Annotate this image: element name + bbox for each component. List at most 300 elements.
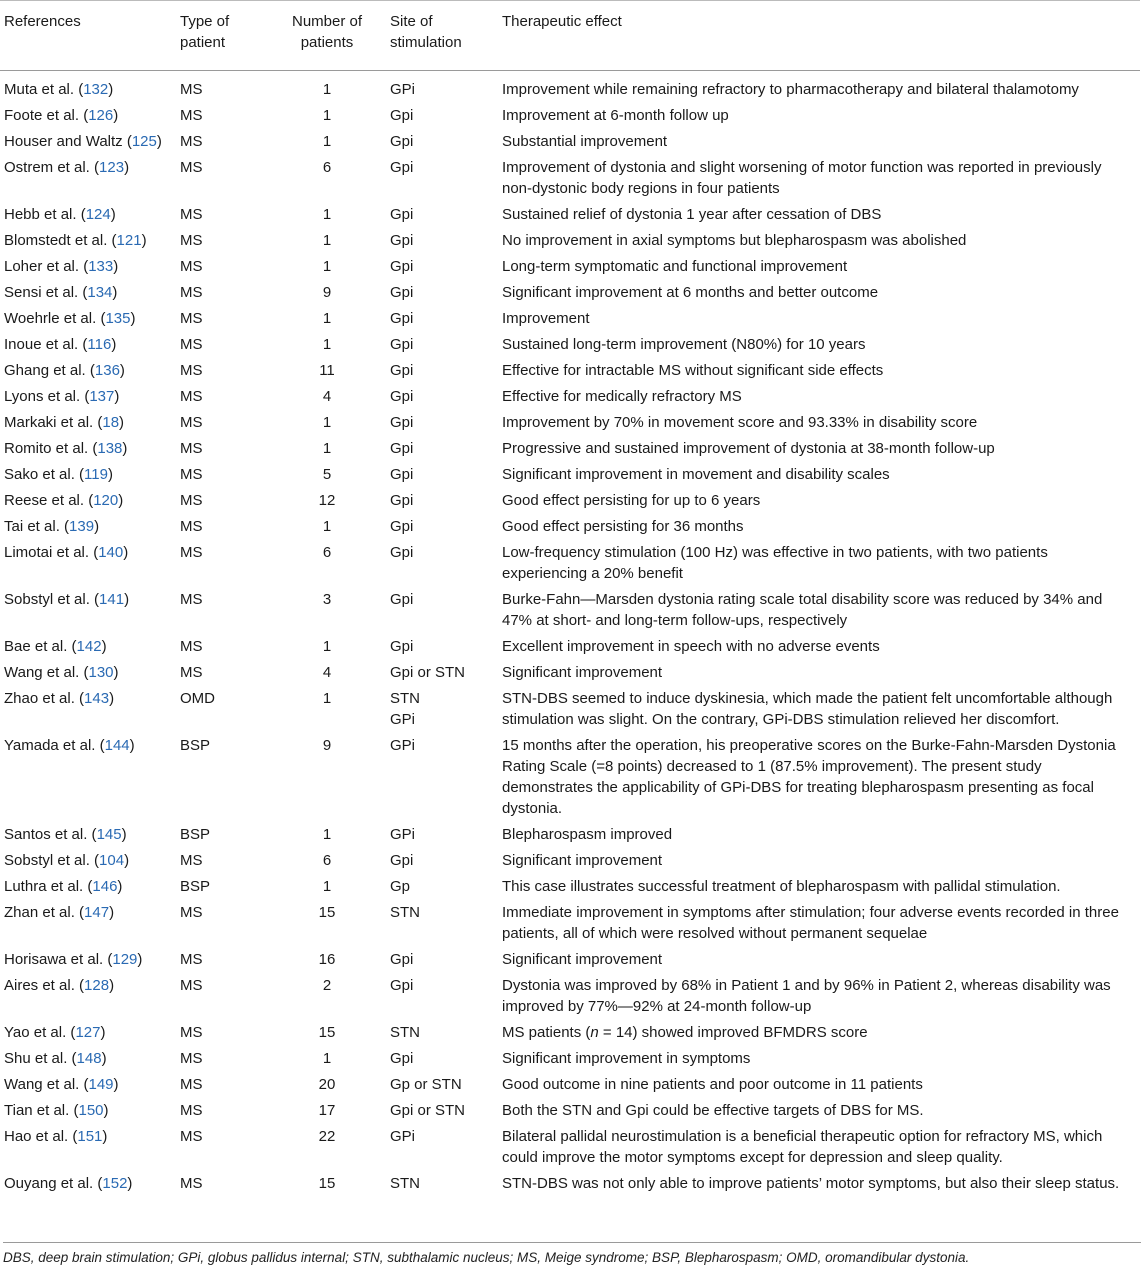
cell-reference: [0, 1124, 176, 1171]
cell-therapeutic-effect: Significant improvement: [502, 951, 663, 968]
header-site-of-stimulation: Site of stimulation: [386, 1, 498, 71]
cell-number-of-patients: 16: [318, 951, 336, 968]
cell-number-of-patients: 4: [322, 388, 332, 405]
cell-site-of-stimulation: GPi: [390, 826, 416, 843]
reference-author: Houser and Waltz (: [4, 133, 132, 150]
cell-type-of-patient: MS: [180, 206, 203, 223]
citation-link[interactable]: 116: [87, 336, 112, 353]
table-row: [0, 1020, 1140, 1046]
cell-reference: [0, 634, 176, 660]
cell-site-of-stimulation: Gpi: [390, 258, 414, 275]
table-row: [0, 1124, 1140, 1171]
reference-close: ): [111, 336, 117, 353]
cell-site-of-stimulation: Gpi: [390, 284, 414, 301]
cell-reference: [0, 129, 176, 155]
reference-close: ): [124, 591, 130, 608]
citation-link[interactable]: 146: [92, 878, 118, 895]
citation-link[interactable]: 143: [84, 690, 110, 707]
cell-therapeutic-effect: Significant improvement in symptoms: [502, 1050, 751, 1067]
citation-link[interactable]: 18: [102, 414, 120, 431]
citation-link[interactable]: 128: [84, 977, 110, 994]
citation-link[interactable]: 148: [76, 1050, 102, 1067]
cell-reference: [0, 660, 176, 686]
table-footnote: DBS, deep brain stimulation; GPi, globus pallidus internal; STN, subthalamic nucleus; MS, Meige syndrome; BSP, Blepharospasm; OMD, oromandibular dystonia.: [3, 1242, 1141, 1267]
citation-link[interactable]: 152: [102, 1175, 128, 1192]
cell-site-of-stimulation: Gpi: [390, 544, 414, 561]
reference-author: Sobstyl et al. (: [4, 591, 100, 608]
cell-reference: [0, 103, 176, 129]
reference-close: ): [113, 258, 119, 275]
cell-site-of-stimulation: Gpi: [390, 414, 414, 431]
cell-therapeutic-effect: Blepharospasm improved: [502, 826, 673, 843]
reference-author: Blomstedt et al. (: [4, 232, 117, 249]
table-row: [0, 1072, 1140, 1098]
cell-therapeutic-effect: 15 months after the operation, his preoperative scores on the Burke-Fahn-Marsden Dystonia Rating Scale (=8 points) decreased to 1 (87.5% improvement). The present study demonstrates the applicability of GPi-DBS for treating blepharospasm presenting as focal dystonia.: [502, 737, 1116, 817]
cell-type-of-patient: MS: [180, 904, 203, 921]
cell-reference: [0, 587, 176, 634]
citation-link[interactable]: 144: [104, 737, 130, 754]
reference-close: ): [100, 1024, 106, 1041]
table-row: [0, 822, 1140, 848]
cell-site-of-stimulation: STN GPi: [390, 690, 420, 728]
table-header: [0, 1, 1140, 71]
reference-author: Zhan et al. (: [4, 904, 85, 921]
cell-type-of-patient: MS: [180, 107, 203, 124]
table-row: [0, 848, 1140, 874]
cell-number-of-patients: 1: [322, 206, 332, 223]
effect-text: = 14) showed improved BFMDRS score: [598, 1024, 868, 1041]
cell-reference: [0, 973, 176, 1020]
cell-number-of-patients: 15: [318, 904, 336, 921]
reference-close: ): [130, 310, 136, 327]
cell-reference: [0, 514, 176, 540]
cell-number-of-patients: 6: [322, 159, 332, 176]
cell-therapeutic-effect: Significant improvement: [502, 852, 663, 869]
cell-reference: [0, 822, 176, 848]
cell-reference: [0, 1072, 176, 1098]
cell-site-of-stimulation: Gpi: [390, 1050, 414, 1067]
cell-reference: [0, 1046, 176, 1072]
cell-site-of-stimulation: Gpi: [390, 977, 414, 994]
cell-type-of-patient: MS: [180, 414, 203, 431]
cell-type-of-patient: MS: [180, 1076, 203, 1093]
citation-link[interactable]: 127: [75, 1024, 101, 1041]
table-row: [0, 587, 1140, 634]
reference-author: Santos et al. (: [4, 826, 97, 843]
reference-close: ): [102, 1128, 108, 1145]
reference-author: Limotai et al. (: [4, 544, 99, 561]
reference-author: Bae et al. (: [4, 638, 77, 655]
cell-type-of-patient: MS: [180, 258, 203, 275]
cell-site-of-stimulation: GPi: [390, 737, 416, 754]
table-row: [0, 254, 1140, 280]
cell-site-of-stimulation: Gpi: [390, 518, 414, 535]
table-row: [0, 973, 1140, 1020]
cell-type-of-patient: MS: [180, 133, 203, 150]
reference-close: ): [119, 362, 125, 379]
table-row: [0, 228, 1140, 254]
table-row: [0, 103, 1140, 129]
cell-site-of-stimulation: Gpi: [390, 107, 414, 124]
cell-reference: [0, 436, 176, 462]
cell-reference: [0, 306, 176, 332]
cell-site-of-stimulation: STN: [390, 1024, 420, 1041]
citation-link[interactable]: 134: [87, 284, 113, 301]
cell-number-of-patients: 17: [318, 1102, 336, 1119]
reference-close: ): [108, 81, 114, 98]
cell-therapeutic-effect: No improvement in axial symptoms but blepharospasm was abolished: [502, 232, 967, 249]
effect-variable: n: [590, 1024, 599, 1041]
cell-number-of-patients: 1: [322, 133, 332, 150]
cell-site-of-stimulation: Gpi: [390, 951, 414, 968]
cell-type-of-patient: BSP: [180, 737, 211, 754]
table-row: [0, 1171, 1140, 1197]
cell-reference: [0, 1098, 176, 1124]
citation-link[interactable]: 104: [99, 852, 125, 869]
reference-close: ): [101, 1050, 107, 1067]
cell-number-of-patients: 11: [319, 362, 335, 379]
cell-therapeutic-effect: Effective for medically refractory MS: [502, 388, 742, 405]
reference-author: Sako et al. (: [4, 466, 85, 483]
cell-number-of-patients: 6: [322, 852, 332, 869]
cell-therapeutic-effect: Significant improvement at 6 months and better outcome: [502, 284, 879, 301]
reference-close: ): [156, 133, 162, 150]
citation-link[interactable]: 145: [96, 826, 122, 843]
cell-therapeutic-effect: Significant improvement: [502, 664, 663, 681]
table-body: [0, 71, 1140, 1197]
cell-therapeutic-effect: Sustained relief of dystonia 1 year after cessation of DBS: [502, 206, 882, 223]
reference-author: Aires et al. (: [4, 977, 85, 994]
table-row: [0, 280, 1140, 306]
cell-site-of-stimulation: Gpi: [390, 232, 414, 249]
cell-number-of-patients: 4: [322, 664, 332, 681]
cell-site-of-stimulation: Gpi: [390, 159, 414, 176]
cell-therapeutic-effect: Improvement while remaining refractory to pharmacotherapy and bilateral thalamotomy: [502, 81, 1079, 98]
cell-type-of-patient: MS: [180, 336, 203, 353]
citation-link[interactable]: 120: [93, 492, 119, 509]
cell-type-of-patient: MS: [180, 1128, 203, 1145]
cell-therapeutic-effect: Substantial improvement: [502, 133, 668, 150]
cell-number-of-patients: 1: [322, 690, 332, 707]
table-row: [0, 1046, 1140, 1072]
reference-close: ): [103, 1102, 109, 1119]
reference-close: ): [110, 206, 116, 223]
reference-author: Inoue et al. (: [4, 336, 88, 353]
reference-close: ): [113, 664, 119, 681]
citation-link[interactable]: 133: [88, 258, 114, 275]
cell-type-of-patient: MS: [180, 1024, 203, 1041]
cell-therapeutic-effect: This case illustrates successful treatment of blepharospasm with pallidal stimulation.: [502, 878, 1061, 895]
cell-reference: [0, 332, 176, 358]
citation-link[interactable]: 129: [112, 951, 138, 968]
cell-therapeutic-effect: STN-DBS seemed to induce dyskinesia, which made the patient felt uncomfortable although stimulation was slight. On the contrary, GPi-DBS stimulation relieved her discomfort.: [502, 690, 1113, 728]
cell-type-of-patient: MS: [180, 81, 203, 98]
cell-therapeutic-effect: Improvement by 70% in movement score and 93.33% in disability score: [502, 414, 978, 431]
reference-author: Loher et al. (: [4, 258, 89, 275]
cell-reference: [0, 462, 176, 488]
reference-author: Hebb et al. (: [4, 206, 86, 223]
table-row: [0, 874, 1140, 900]
cell-therapeutic-effect: Improvement at 6-month follow up: [502, 107, 729, 124]
cell-therapeutic-effect: Immediate improvement in symptoms after stimulation; four adverse events recorded in three patients, all of which were resolved without permanent sequelae: [502, 904, 1119, 942]
cell-number-of-patients: 1: [322, 310, 332, 327]
cell-therapeutic-effect: Burke-Fahn—Marsden dystonia rating scale total disability score was reduced by 34% and 47% at short- and long-term follow-ups, respectively: [502, 591, 1103, 629]
header-row: [0, 1, 1140, 71]
cell-number-of-patients: 1: [322, 414, 332, 431]
cell-site-of-stimulation: STN: [390, 904, 420, 921]
reference-close: ): [127, 1175, 133, 1192]
citation-link[interactable]: 138: [97, 440, 123, 457]
cell-reference: [0, 1020, 176, 1046]
table-row: [0, 514, 1140, 540]
table-row: [0, 358, 1140, 384]
cell-type-of-patient: MS: [180, 284, 203, 301]
reference-close: ): [117, 878, 123, 895]
citation-link[interactable]: 130: [88, 664, 114, 681]
cell-reference: [0, 733, 176, 822]
cell-site-of-stimulation: STN: [390, 1175, 420, 1192]
reference-close: ): [119, 414, 125, 431]
cell-type-of-patient: MS: [180, 159, 203, 176]
cell-reference: [0, 280, 176, 306]
reference-close: ): [94, 518, 100, 535]
reference-close: ): [129, 737, 135, 754]
cell-type-of-patient: MS: [180, 638, 203, 655]
reference-author: Ouyang et al. (: [4, 1175, 103, 1192]
reference-close: ): [124, 852, 130, 869]
table-row: [0, 129, 1140, 155]
reference-close: ): [107, 466, 113, 483]
table-row: [0, 202, 1140, 228]
reference-close: ): [122, 440, 128, 457]
cell-reference: [0, 900, 176, 947]
citation-link[interactable]: 149: [88, 1076, 114, 1093]
cell-therapeutic-effect: Dystonia was improved by 68% in Patient 1 and by 96% in Patient 2, whereas disability was improved by 77%—92% at 24-month follow-up: [502, 977, 1111, 1015]
cell-reference: [0, 848, 176, 874]
reference-author: Reese et al. (: [4, 492, 94, 509]
cell-reference: [0, 71, 176, 103]
citation-link[interactable]: 121: [116, 232, 142, 249]
cell-reference: [0, 686, 176, 733]
table-row: [0, 306, 1140, 332]
cell-number-of-patients: 1: [322, 258, 332, 275]
cell-type-of-patient: MS: [180, 388, 203, 405]
cell-site-of-stimulation: Gpi: [390, 466, 414, 483]
table-row: [0, 947, 1140, 973]
cell-site-of-stimulation: Gp or STN: [390, 1076, 462, 1093]
reference-author: Ghang et al. (: [4, 362, 95, 379]
cell-type-of-patient: MS: [180, 492, 203, 509]
cell-site-of-stimulation: Gpi: [390, 336, 414, 353]
cell-type-of-patient: MS: [180, 440, 203, 457]
table-row: [0, 900, 1140, 947]
reference-close: ): [109, 904, 115, 921]
table-row: [0, 384, 1140, 410]
reference-close: ): [113, 1076, 119, 1093]
cell-number-of-patients: 15: [318, 1175, 336, 1192]
reference-close: ): [141, 232, 147, 249]
reference-author: Romito et al. (: [4, 440, 98, 457]
cell-number-of-patients: 12: [318, 492, 336, 509]
cell-type-of-patient: MS: [180, 977, 203, 994]
reference-author: Ostrem et al. (: [4, 159, 100, 176]
reference-author: Tian et al. (: [4, 1102, 79, 1119]
cell-type-of-patient: OMD: [180, 690, 215, 707]
cell-number-of-patients: 3: [322, 591, 332, 608]
header-type-of-patient: Type of patient: [176, 1, 274, 71]
reference-author: Wang et al. (: [4, 1076, 89, 1093]
cell-type-of-patient: MS: [180, 951, 203, 968]
cell-therapeutic-effect: Both the STN and Gpi could be effective targets of DBS for MS.: [502, 1102, 924, 1119]
cell-site-of-stimulation: Gpi: [390, 310, 414, 327]
cell-therapeutic-effect: STN-DBS was not only able to improve patients’ motor symptoms, but also their sleep status.: [502, 1175, 1120, 1192]
reference-author: Muta et al. (: [4, 81, 84, 98]
cell-type-of-patient: MS: [180, 591, 203, 608]
cell-type-of-patient: MS: [180, 310, 203, 327]
cell-type-of-patient: MS: [180, 544, 203, 561]
cell-therapeutic-effect: Low-frequency stimulation (100 Hz) was effective in two patients, with two patients experiencing a 20% benefit: [502, 544, 1048, 582]
citation-link[interactable]: 137: [89, 388, 115, 405]
cell-type-of-patient: MS: [180, 232, 203, 249]
citation-link[interactable]: 132: [83, 81, 109, 98]
citation-link[interactable]: 141: [99, 591, 125, 608]
table-row: [0, 410, 1140, 436]
cell-therapeutic-effect: Progressive and sustained improvement of dystonia at 38-month follow-up: [502, 440, 995, 457]
reference-close: ): [137, 951, 143, 968]
citation-link[interactable]: 150: [78, 1102, 104, 1119]
cell-reference: [0, 488, 176, 514]
cell-reference: [0, 874, 176, 900]
cell-reference: [0, 540, 176, 587]
citation-link[interactable]: 140: [98, 544, 124, 561]
cell-reference: [0, 254, 176, 280]
cell-number-of-patients: 1: [322, 232, 332, 249]
cell-number-of-patients: 1: [322, 1050, 332, 1067]
cell-number-of-patients: 1: [322, 518, 332, 535]
citation-link[interactable]: 124: [85, 206, 111, 223]
table-row: [0, 660, 1140, 686]
reference-author: Zhao et al. (: [4, 690, 85, 707]
cell-number-of-patients: 1: [322, 878, 332, 895]
citation-link[interactable]: 135: [105, 310, 131, 327]
citation-link[interactable]: 136: [94, 362, 120, 379]
citation-link[interactable]: 126: [88, 107, 114, 124]
cell-number-of-patients: 1: [322, 336, 332, 353]
cell-reference: [0, 358, 176, 384]
table-row: [0, 540, 1140, 587]
cell-type-of-patient: MS: [180, 518, 203, 535]
cell-site-of-stimulation: Gpi or STN: [390, 1102, 466, 1119]
cell-therapeutic-effect: Improvement: [502, 310, 590, 327]
effect-text: MS patients (: [502, 1024, 591, 1041]
cell-site-of-stimulation: Gpi: [390, 362, 414, 379]
cell-type-of-patient: MS: [180, 1050, 203, 1067]
reference-close: ): [124, 159, 130, 176]
table-row: [0, 462, 1140, 488]
table-row: [0, 332, 1140, 358]
cell-number-of-patients: 1: [322, 81, 332, 98]
cell-site-of-stimulation: Gpi: [390, 852, 414, 869]
cell-site-of-stimulation: Gpi: [390, 638, 414, 655]
reference-author: Sensi et al. (: [4, 284, 88, 301]
cell-number-of-patients: 1: [322, 826, 332, 843]
reference-close: ): [109, 690, 115, 707]
cell-therapeutic-effect: Good outcome in nine patients and poor outcome in 11 patients: [502, 1076, 923, 1093]
cell-site-of-stimulation: Gpi: [390, 133, 414, 150]
cell-therapeutic-effect: Effective for intractable MS without significant side effects: [502, 362, 884, 379]
cell-site-of-stimulation: Gpi: [390, 440, 414, 457]
reference-author: Woehrle et al. (: [4, 310, 106, 327]
cell-number-of-patients: 1: [322, 638, 332, 655]
cell-type-of-patient: MS: [180, 1102, 203, 1119]
header-therapeutic-effect: Therapeutic effect: [498, 1, 1140, 71]
table-row: [0, 488, 1140, 514]
cell-number-of-patients: 2: [322, 977, 332, 994]
cell-therapeutic-effect: Sustained long-term improvement (N80%) for 10 years: [502, 336, 866, 353]
citation-link[interactable]: 147: [84, 904, 110, 921]
cell-number-of-patients: 9: [322, 284, 332, 301]
table-row: [0, 1098, 1140, 1124]
citation-link[interactable]: 142: [76, 638, 102, 655]
reference-close: ): [123, 544, 129, 561]
reference-close: ): [112, 284, 118, 301]
cell-therapeutic-effect: Long-term symptomatic and functional improvement: [502, 258, 848, 275]
table-row: [0, 634, 1140, 660]
reference-author: Lyons et al. (: [4, 388, 90, 405]
reference-author: Yao et al. (: [4, 1024, 76, 1041]
reference-close: ): [113, 107, 119, 124]
cell-type-of-patient: MS: [180, 1175, 203, 1192]
reference-author: Sobstyl et al. (: [4, 852, 100, 869]
cell-number-of-patients: 9: [322, 737, 332, 754]
cell-number-of-patients: 20: [318, 1076, 336, 1093]
cell-reference: [0, 228, 176, 254]
cell-number-of-patients: 22: [318, 1128, 336, 1145]
cell-site-of-stimulation: Gp: [390, 878, 411, 895]
cell-therapeutic-effect: Excellent improvement in speech with no adverse events: [502, 638, 880, 655]
reference-author: Hao et al. (: [4, 1128, 78, 1145]
cell-number-of-patients: 1: [322, 440, 332, 457]
cell-number-of-patients: 5: [322, 466, 332, 483]
reference-author: Shu et al. (: [4, 1050, 77, 1067]
header-references: References: [0, 1, 176, 71]
cell-reference: [0, 202, 176, 228]
cell-type-of-patient: MS: [180, 852, 203, 869]
table-row: [0, 686, 1140, 733]
reference-close: ): [101, 638, 107, 655]
cell-therapeutic-effect: Bilateral pallidal neurostimulation is a beneficial therapeutic option for refractory MS, which could improve the motor symptoms except for depression and sleep quality.: [502, 1128, 1103, 1166]
cell-number-of-patients: 6: [322, 544, 332, 561]
reference-close: ): [118, 492, 124, 509]
citation-link[interactable]: 151: [77, 1128, 103, 1145]
citation-link[interactable]: 125: [131, 133, 157, 150]
cell-therapeutic-effect: [498, 1020, 1140, 1046]
reference-close: ): [109, 977, 115, 994]
reference-author: Wang et al. (: [4, 664, 89, 681]
table-row: [0, 436, 1140, 462]
cell-type-of-patient: BSP: [180, 826, 211, 843]
cell-site-of-stimulation: GPi: [390, 1128, 416, 1145]
table-row: [0, 733, 1140, 822]
header-number-of-patients: Number of patients: [274, 1, 386, 71]
citation-link[interactable]: 123: [99, 159, 125, 176]
cell-site-of-stimulation: Gpi: [390, 206, 414, 223]
citation-link[interactable]: 139: [69, 518, 95, 535]
reference-author: Horisawa et al. (: [4, 951, 113, 968]
cell-therapeutic-effect: Improvement of dystonia and slight worsening of motor function was reported in previously non-dystonic body regions in four patients: [502, 159, 1102, 197]
cell-number-of-patients: 15: [318, 1024, 336, 1041]
citation-link[interactable]: 119: [84, 466, 108, 483]
